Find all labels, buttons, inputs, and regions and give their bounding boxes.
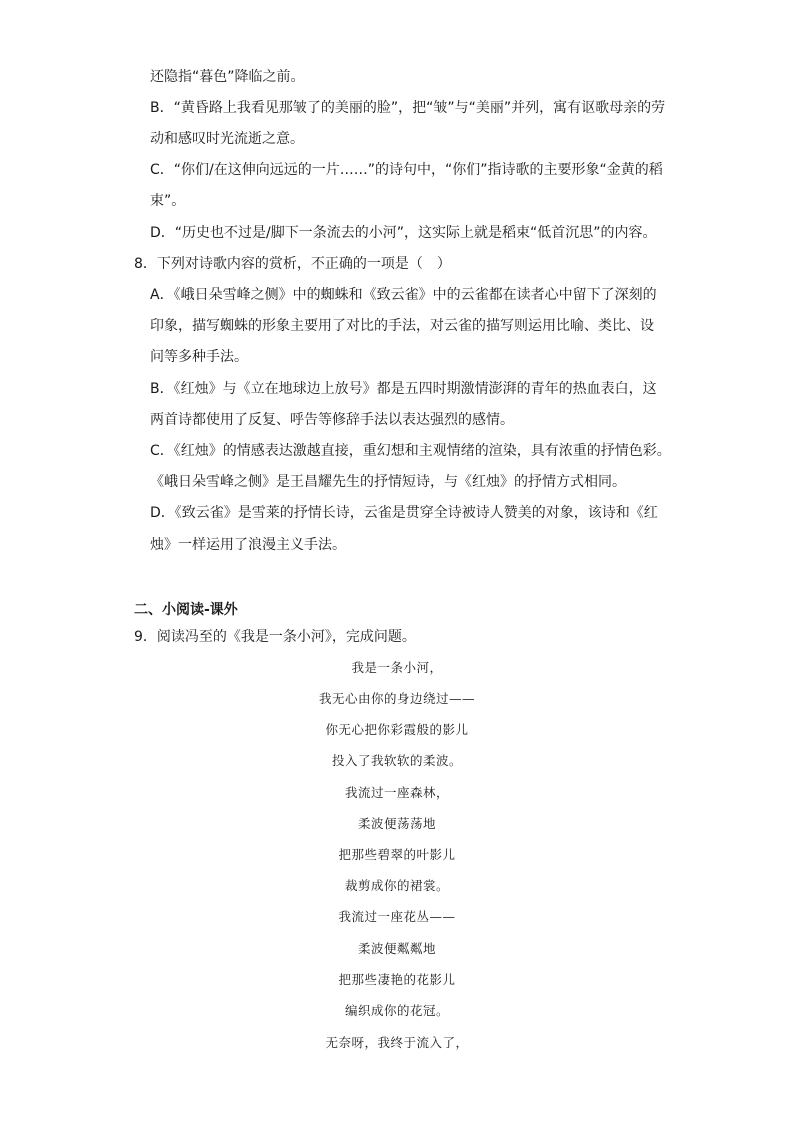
q8-option-a-line3: 问等多种手法。 — [150, 349, 248, 365]
poem-line: 把那些碧翠的叶影儿 — [338, 847, 456, 862]
q7-option-c-line1: C．“你们/在这伸向远远的一片……”的诗句中，“你们”指诗歌的主要形象“金黄的稻 — [150, 162, 663, 178]
poem-line: 我是一条小河， — [351, 660, 443, 675]
q8-option-a-line1: A．《峨日朵雪峰之侧》中的蜘蛛和《致云雀》中的云雀都在读者心中留下了深刻的 — [150, 287, 657, 303]
q8-option-b-line1: B．《红烛》与《立在地球边上放号》都是五四时期激情澎湃的青年的热血表白，这 — [150, 381, 657, 397]
q7-option-d-line1: D．“历史也不过是/脚下一条流去的小河”，这实际上就是稻束“低首沉思”的内容。 — [150, 225, 657, 241]
q8-option-c-line2: 《峨日朵雪峰之侧》是王昌耀先生的抒情短诗，与《红烛》的抒情方式相同。 — [150, 474, 626, 490]
q8-option-d-line1: D．《致云雀》是雪莱的抒情长诗，云雀是贯穿全诗被诗人赞美的对象，该诗和《红 — [150, 505, 658, 521]
q8-option-c-line1: C．《红烛》的情感表达激越直接，重幻想和主观情绪的渲染，具有浓重的抒情色彩。 — [150, 443, 671, 459]
poem-line: 你无心把你彩霞般的影儿 — [325, 722, 469, 737]
poem-line: 我流过一座森林， — [344, 785, 449, 800]
q8-stem: 8．下列对诗歌内容的赏析，不正确的一项是（ ） — [134, 256, 451, 272]
poem-line: 无奈呀，我终于流入了， — [325, 1035, 469, 1050]
poem-line: 把那些凄艳的花影儿 — [338, 972, 456, 987]
poem-line: 我流过一座花丛—— — [338, 909, 456, 924]
poem-line: 投入了我软软的柔波。 — [331, 753, 462, 768]
poem-line: 柔波便粼粼地 — [357, 941, 436, 956]
q7-option-b-line2: 动和感叹时光流逝之意。 — [150, 131, 304, 147]
q8-option-d-line2: 烛》一样运用了浪漫主义手法。 — [150, 537, 346, 553]
q7-option-c-line2: 束”。 — [150, 193, 186, 209]
poem-line: 编织成你的花冠。 — [344, 1003, 449, 1018]
q8-option-b-line2: 两首诗都使用了反复、呼告等修辞手法以表达强烈的感情。 — [150, 412, 514, 428]
q8-option-a-line2: 印象，描写蜘蛛的形象主要用了对比的手法，对云雀的描写则运用比喻、类比、设 — [150, 318, 654, 334]
q7-option-a-tail: 还隐指“暮色”降临之前。 — [150, 69, 305, 85]
q7-option-b-line1: B．“黄昏路上我看见那皱了的美丽的脸”，把“皱”与“美丽”并列，寓有讴歌母亲的劳 — [150, 100, 666, 116]
poem-line: 裁剪成你的裙裳。 — [344, 878, 449, 893]
q9-stem: 9．阅读冯至的《我是一条小河》，完成问题。 — [134, 629, 416, 645]
poem-line: 我无心由你的身边绕过—— — [318, 691, 475, 706]
section-heading: 二、小阅读-课外 — [134, 602, 238, 618]
poem-line: 柔波便荡荡地 — [357, 816, 436, 831]
